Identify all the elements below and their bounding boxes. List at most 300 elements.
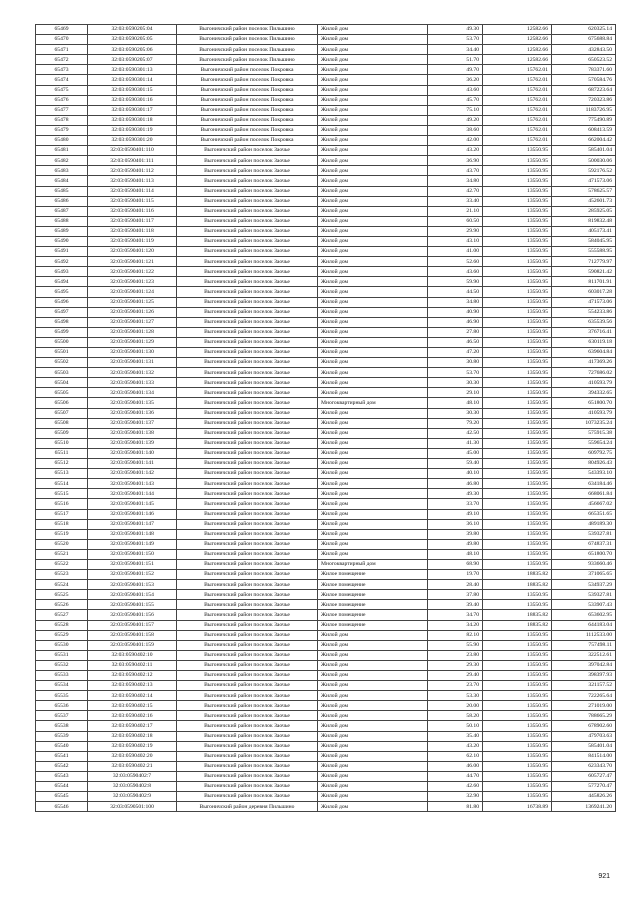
object-type-cell: Жилой дом <box>318 469 428 479</box>
area-cell: 75.10 <box>428 105 483 115</box>
unit-value-cell: 13550.95 <box>483 792 552 802</box>
area-cell: 44.70 <box>428 771 483 781</box>
object-type-cell: Жилой дом <box>318 65 428 75</box>
unit-value-cell: 13550.95 <box>483 600 552 610</box>
address-cell: Выгоничский район поселок Пильшино <box>177 55 318 65</box>
table-row <box>36 95 616 105</box>
cadastral-number-cell: 32:03:0590401:120 <box>88 247 177 257</box>
area-cell: 68.90 <box>428 559 483 569</box>
row-number-cell: 65502 <box>36 358 88 368</box>
address-cell: Выгоничский район поселок Заочье <box>177 428 318 438</box>
unit-value-cell: 15762.01 <box>483 115 552 125</box>
cadastral-number-cell: 32:03:0590401:144 <box>88 489 177 499</box>
address-cell: Выгоничский район поселок Заочье <box>177 378 318 388</box>
cadastral-value-cell: 650523.52 <box>552 55 616 65</box>
unit-value-cell: 13550.95 <box>483 327 552 337</box>
address-cell: Выгоничский район поселок Заочье <box>177 337 318 347</box>
address-cell: Выгоничский район поселок Заочье <box>177 297 318 307</box>
cadastral-value-cell: 678902.60 <box>552 721 616 731</box>
cadastral-value-cell: 775490.89 <box>552 115 616 125</box>
row-number-cell: 65512 <box>36 459 88 469</box>
area-cell: 33.40 <box>428 196 483 206</box>
cadastral-value-cell: 635539.56 <box>552 317 616 327</box>
cadastral-value-cell: 445826.26 <box>552 792 616 802</box>
cadastral-number-cell: 32:03:0590401:136 <box>88 408 177 418</box>
table-row <box>36 499 616 509</box>
address-cell: Выгоничский район поселок Заочье <box>177 469 318 479</box>
cadastral-number-cell: 32:03:0590301:17 <box>88 105 177 115</box>
unit-value-cell: 13550.95 <box>483 196 552 206</box>
address-cell: Выгоничский район поселок Заочье <box>177 277 318 287</box>
object-type-cell: Жилое помещение <box>318 590 428 600</box>
registry-table-body <box>36 25 616 812</box>
area-cell: 29.30 <box>428 660 483 670</box>
unit-value-cell: 13550.95 <box>483 317 552 327</box>
cadastral-value-cell: 1073235.24 <box>552 418 616 428</box>
unit-value-cell: 13550.95 <box>483 771 552 781</box>
cadastral-number-cell: 32:03:0590401:112 <box>88 166 177 176</box>
area-cell: 46.90 <box>428 317 483 327</box>
object-type-cell: Жилой дом <box>318 428 428 438</box>
area-cell: 43.20 <box>428 146 483 156</box>
cadastral-number-cell: 32:03:0590402:20 <box>88 751 177 761</box>
address-cell: Выгоничский район поселок Заочье <box>177 459 318 469</box>
cadastral-value-cell: 584045.95 <box>552 236 616 246</box>
object-type-cell: Жилой дом <box>318 267 428 277</box>
address-cell: Выгоничский район поселок Покровка <box>177 136 318 146</box>
object-type-cell: Жилой дом <box>318 358 428 368</box>
area-cell: 30.80 <box>428 358 483 368</box>
area-cell: 30.30 <box>428 408 483 418</box>
address-cell: Выгоничский район поселок Заочье <box>177 257 318 267</box>
area-cell: 45.00 <box>428 448 483 458</box>
object-type-cell: Жилой дом <box>318 539 428 549</box>
object-type-cell: Жилой дом <box>318 297 428 307</box>
cadastral-value-cell: 841514.00 <box>552 751 616 761</box>
table-row <box>36 115 616 125</box>
row-number-cell: 65488 <box>36 216 88 226</box>
table-row <box>36 277 616 287</box>
cadastral-value-cell: 644183.04 <box>552 620 616 630</box>
unit-value-cell: 13550.95 <box>483 681 552 691</box>
object-type-cell: Жилой дом <box>318 438 428 448</box>
table-row <box>36 610 616 620</box>
unit-value-cell: 12582.66 <box>483 25 552 35</box>
object-type-cell: Жилое помещение <box>318 610 428 620</box>
row-number-cell: 65538 <box>36 721 88 731</box>
unit-value-cell: 13550.95 <box>483 549 552 559</box>
area-cell: 40.90 <box>428 307 483 317</box>
unit-value-cell: 15762.01 <box>483 75 552 85</box>
table-row <box>36 469 616 479</box>
area-cell: 44.50 <box>428 287 483 297</box>
object-type-cell: Жилой дом <box>318 146 428 156</box>
cadastral-value-cell: 665351.65 <box>552 509 616 519</box>
address-cell: Выгоничский район поселок Заочье <box>177 327 318 337</box>
address-cell: Выгоничский район поселок Заочье <box>177 489 318 499</box>
area-cell: 48.10 <box>428 549 483 559</box>
area-cell: 42.60 <box>428 782 483 792</box>
cadastral-value-cell: 590821.42 <box>552 267 616 277</box>
object-type-cell: Жилой дом <box>318 156 428 166</box>
cadastral-value-cell: 577270.47 <box>552 782 616 792</box>
unit-value-cell: 13550.95 <box>483 297 552 307</box>
table-row <box>36 671 616 681</box>
cadastral-value-cell: 1112533.00 <box>552 630 616 640</box>
object-type-cell: Жилой дом <box>318 287 428 297</box>
cadastral-number-cell: 32:03:0590402:7 <box>88 771 177 781</box>
area-cell: 35.40 <box>428 731 483 741</box>
object-type-cell: Жилой дом <box>318 761 428 771</box>
area-cell: 59.40 <box>428 459 483 469</box>
cadastral-number-cell: 32:03:0590401:119 <box>88 236 177 246</box>
address-cell: Выгоничский район поселок Заочье <box>177 600 318 610</box>
address-cell: Выгоничский район поселок Заочье <box>177 559 318 569</box>
unit-value-cell: 13550.95 <box>483 559 552 569</box>
object-type-cell: Жилой дом <box>318 408 428 418</box>
table-row <box>36 570 616 580</box>
address-cell: Выгоничский район поселок Покровка <box>177 65 318 75</box>
cadastral-number-cell: 32:03:0590402:11 <box>88 660 177 670</box>
area-cell: 82.10 <box>428 630 483 640</box>
row-number-cell: 65492 <box>36 257 88 267</box>
unit-value-cell: 13550.95 <box>483 287 552 297</box>
area-cell: 48.10 <box>428 398 483 408</box>
address-cell: Выгоничский район поселок Заочье <box>177 146 318 156</box>
row-number-cell: 65534 <box>36 681 88 691</box>
table-row <box>36 257 616 267</box>
address-cell: Выгоничский район поселок Заочье <box>177 186 318 196</box>
unit-value-cell: 13550.95 <box>483 459 552 469</box>
table-row <box>36 136 616 146</box>
row-number-cell: 65508 <box>36 418 88 428</box>
cadastral-value-cell: 620325.14 <box>552 25 616 35</box>
cadastral-value-cell: 575915.38 <box>552 428 616 438</box>
cadastral-value-cell: 674837.31 <box>552 539 616 549</box>
object-type-cell: Жилое помещение <box>318 580 428 590</box>
cadastral-value-cell: 570584.76 <box>552 75 616 85</box>
row-number-cell: 65480 <box>36 136 88 146</box>
table-row <box>36 479 616 489</box>
address-cell: Выгоничский район поселок Заочье <box>177 358 318 368</box>
area-cell: 23.70 <box>428 681 483 691</box>
table-row <box>36 529 616 539</box>
table-row <box>36 448 616 458</box>
area-cell: 29.40 <box>428 671 483 681</box>
cadastral-number-cell: 32:03:0590402:19 <box>88 741 177 751</box>
table-row <box>36 348 616 358</box>
address-cell: Выгоничский район поселок Заочье <box>177 196 318 206</box>
area-cell: 32.90 <box>428 792 483 802</box>
table-row <box>36 75 616 85</box>
table-row <box>36 681 616 691</box>
address-cell: Выгоничский район поселок Заочье <box>177 438 318 448</box>
object-type-cell: Жилой дом <box>318 671 428 681</box>
address-cell: Выгоничский район поселок Заочье <box>177 348 318 358</box>
row-number-cell: 65542 <box>36 761 88 771</box>
object-type-cell: Жилой дом <box>318 45 428 55</box>
table-row <box>36 620 616 630</box>
object-type-cell: Жилой дом <box>318 25 428 35</box>
row-number-cell: 65533 <box>36 671 88 681</box>
cadastral-number-cell: 32:03:0590402:8 <box>88 782 177 792</box>
row-number-cell: 65482 <box>36 156 88 166</box>
unit-value-cell: 13550.95 <box>483 529 552 539</box>
table-row <box>36 125 616 135</box>
address-cell: Выгоничский район поселок Заочье <box>177 307 318 317</box>
row-number-cell: 65546 <box>36 802 88 812</box>
table-row <box>36 741 616 751</box>
cadastral-value-cell: 417369.26 <box>552 358 616 368</box>
address-cell: Выгоничский район поселок Заочье <box>177 519 318 529</box>
object-type-cell: Жилой дом <box>318 378 428 388</box>
area-cell: 49.10 <box>428 509 483 519</box>
area-cell: 34.70 <box>428 610 483 620</box>
cadastral-value-cell: 543393.10 <box>552 469 616 479</box>
unit-value-cell: 12582.66 <box>483 55 552 65</box>
row-number-cell: 65496 <box>36 297 88 307</box>
address-cell: Выгоничский район поселок Покровка <box>177 125 318 135</box>
object-type-cell: Жилой дом <box>318 85 428 95</box>
cadastral-value-cell: 933660.46 <box>552 559 616 569</box>
cadastral-number-cell: 32:03:0590401:147 <box>88 519 177 529</box>
area-cell: 51.70 <box>428 55 483 65</box>
unit-value-cell: 13550.95 <box>483 166 552 176</box>
cadastral-value-cell: 456667.02 <box>552 499 616 509</box>
row-number-cell: 65471 <box>36 45 88 55</box>
object-type-cell: Жилой дом <box>318 802 428 812</box>
area-cell: 47.20 <box>428 348 483 358</box>
address-cell: Выгоничский район поселок Заочье <box>177 711 318 721</box>
area-cell: 34.40 <box>428 45 483 55</box>
cadastral-number-cell: 32:03:0590401:150 <box>88 549 177 559</box>
object-type-cell: Жилой дом <box>318 650 428 660</box>
area-cell: 46.50 <box>428 337 483 347</box>
address-cell: Выгоничский район поселок Заочье <box>177 681 318 691</box>
table-row <box>36 660 616 670</box>
unit-value-cell: 13550.95 <box>483 277 552 287</box>
unit-value-cell: 13550.95 <box>483 469 552 479</box>
row-number-cell: 65528 <box>36 620 88 630</box>
area-cell: 29.90 <box>428 226 483 236</box>
table-row <box>36 802 616 812</box>
row-number-cell: 65493 <box>36 267 88 277</box>
row-number-cell: 65539 <box>36 731 88 741</box>
row-number-cell: 65499 <box>36 327 88 337</box>
unit-value-cell: 13550.95 <box>483 539 552 549</box>
table-row <box>36 226 616 236</box>
row-number-cell: 65486 <box>36 196 88 206</box>
table-row <box>36 186 616 196</box>
object-type-cell: Жилой дом <box>318 277 428 287</box>
table-row <box>36 408 616 418</box>
row-number-cell: 65532 <box>36 660 88 670</box>
area-cell: 49.80 <box>428 539 483 549</box>
cadastral-number-cell: 32:03:0590402:12 <box>88 671 177 681</box>
object-type-cell: Жилой дом <box>318 216 428 226</box>
cadastral-value-cell: 554233.86 <box>552 307 616 317</box>
cadastral-number-cell: 32:03:0590401:123 <box>88 277 177 287</box>
area-cell: 38.60 <box>428 125 483 135</box>
cadastral-number-cell: 32:03:0590401:118 <box>88 226 177 236</box>
cadastral-number-cell: 32:03:0590401:148 <box>88 529 177 539</box>
cadastral-value-cell: 271019.00 <box>552 701 616 711</box>
area-cell: 50.10 <box>428 721 483 731</box>
cadastral-number-cell: 32:03:0590401:121 <box>88 257 177 267</box>
area-cell: 46.80 <box>428 479 483 489</box>
object-type-cell: Жилой дом <box>318 75 428 85</box>
address-cell: Выгоничский район поселок Заочье <box>177 792 318 802</box>
table-row <box>36 388 616 398</box>
address-cell: Выгоничский район поселок Заочье <box>177 509 318 519</box>
address-cell: Выгоничский район поселок Заочье <box>177 721 318 731</box>
cadastral-number-cell: 32:03:0590205:06 <box>88 45 177 55</box>
object-type-cell: Жилой дом <box>318 691 428 701</box>
table-row <box>36 600 616 610</box>
object-type-cell: Жилой дом <box>318 731 428 741</box>
object-type-cell: Жилой дом <box>318 529 428 539</box>
unit-value-cell: 13550.95 <box>483 782 552 792</box>
area-cell: 53.70 <box>428 368 483 378</box>
cadastral-number-cell: 32:03:0590402:15 <box>88 701 177 711</box>
table-row <box>36 45 616 55</box>
unit-value-cell: 13550.95 <box>483 247 552 257</box>
address-cell: Выгоничский район поселок Заочье <box>177 418 318 428</box>
row-number-cell: 65494 <box>36 277 88 287</box>
area-cell: 58.20 <box>428 711 483 721</box>
object-type-cell: Многоквартирный дом <box>318 559 428 569</box>
cadastral-value-cell: 675688.84 <box>552 35 616 45</box>
unit-value-cell: 13550.95 <box>483 640 552 650</box>
object-type-cell: Жилой дом <box>318 257 428 267</box>
address-cell: Выгоничский район поселок Заочье <box>177 317 318 327</box>
row-number-cell: 65531 <box>36 650 88 660</box>
table-row <box>36 35 616 45</box>
cadastral-number-cell: 32:03:0590401:125 <box>88 297 177 307</box>
object-type-cell: Жилое помещение <box>318 570 428 580</box>
row-number-cell: 65472 <box>36 55 88 65</box>
area-cell: 43.60 <box>428 85 483 95</box>
table-row <box>36 549 616 559</box>
cadastral-number-cell: 32:03:0590401:153 <box>88 580 177 590</box>
row-number-cell: 65511 <box>36 448 88 458</box>
table-row <box>36 650 616 660</box>
object-type-cell: Жилой дом <box>318 741 428 751</box>
address-cell: Выгоничский район поселок Заочье <box>177 701 318 711</box>
row-number-cell: 65516 <box>36 499 88 509</box>
area-cell: 42.50 <box>428 428 483 438</box>
address-cell: Выгоничский район поселок Заочье <box>177 640 318 650</box>
unit-value-cell: 13550.95 <box>483 186 552 196</box>
row-number-cell: 65509 <box>36 428 88 438</box>
cadastral-number-cell: 32:03:0590501:100 <box>88 802 177 812</box>
table-row <box>36 428 616 438</box>
address-cell: Выгоничский район поселок Заочье <box>177 176 318 186</box>
cadastral-number-cell: 32:03:0590401:115 <box>88 196 177 206</box>
address-cell: Выгоничский район поселок Заочье <box>177 166 318 176</box>
cadastral-number-cell: 32:03:0590301:20 <box>88 136 177 146</box>
cadastral-number-cell: 32:03:0590401:110 <box>88 146 177 156</box>
cadastral-value-cell: 371065.65 <box>552 570 616 580</box>
cadastral-number-cell: 32:03:0590401:116 <box>88 206 177 216</box>
table-row <box>36 25 616 35</box>
area-cell: 81.80 <box>428 802 483 812</box>
table-row <box>36 267 616 277</box>
table-row <box>36 539 616 549</box>
cadastral-value-cell: 757498.11 <box>552 640 616 650</box>
cadastral-value-cell: 534937.29 <box>552 580 616 590</box>
cadastral-number-cell: 32:03:0590401:130 <box>88 348 177 358</box>
object-type-cell: Жилой дом <box>318 236 428 246</box>
row-number-cell: 65484 <box>36 176 88 186</box>
cadastral-value-cell: 500030.06 <box>552 156 616 166</box>
cadastral-number-cell: 32:03:0590402:9 <box>88 792 177 802</box>
row-number-cell: 65473 <box>36 65 88 75</box>
cadastral-number-cell: 32:03:0590205:05 <box>88 35 177 45</box>
object-type-cell: Жилой дом <box>318 499 428 509</box>
area-cell: 53.70 <box>428 35 483 45</box>
unit-value-cell: 13550.95 <box>483 418 552 428</box>
area-cell: 21.10 <box>428 206 483 216</box>
cadastral-value-cell: 585401.04 <box>552 741 616 751</box>
unit-value-cell: 13550.95 <box>483 630 552 640</box>
address-cell: Выгоничский район поселок Заочье <box>177 731 318 741</box>
object-type-cell: Жилой дом <box>318 136 428 146</box>
cadastral-number-cell: 32:03:0590401:138 <box>88 428 177 438</box>
row-number-cell: 65470 <box>36 35 88 45</box>
address-cell: Выгоничский район поселок Заочье <box>177 226 318 236</box>
object-type-cell: Жилое помещение <box>318 600 428 610</box>
object-type-cell: Жилой дом <box>318 317 428 327</box>
object-type-cell: Жилой дом <box>318 337 428 347</box>
unit-value-cell: 13550.95 <box>483 590 552 600</box>
cadastral-value-cell: 285925.05 <box>552 206 616 216</box>
address-cell: Выгоничский район поселок Заочье <box>177 539 318 549</box>
cadastral-number-cell: 32:03:0590401:114 <box>88 186 177 196</box>
unit-value-cell: 13550.95 <box>483 216 552 226</box>
cadastral-value-cell: 630119.18 <box>552 337 616 347</box>
area-cell: 49.70 <box>428 65 483 75</box>
table-row <box>36 65 616 75</box>
object-type-cell: Жилой дом <box>318 105 428 115</box>
area-cell: 34.80 <box>428 297 483 307</box>
area-cell: 39.80 <box>428 529 483 539</box>
unit-value-cell: 13550.95 <box>483 146 552 156</box>
row-number-cell: 65514 <box>36 479 88 489</box>
unit-value-cell: 13550.95 <box>483 499 552 509</box>
registry-table <box>35 24 616 812</box>
area-cell: 59.90 <box>428 277 483 287</box>
address-cell: Выгоничский район поселок Заочье <box>177 620 318 630</box>
row-number-cell: 65515 <box>36 489 88 499</box>
row-number-cell: 65529 <box>36 630 88 640</box>
unit-value-cell: 15762.01 <box>483 105 552 115</box>
area-cell: 43.20 <box>428 741 483 751</box>
address-cell: Выгоничский район поселок Заочье <box>177 741 318 751</box>
cadastral-number-cell: 32:03:0590401:156 <box>88 610 177 620</box>
row-number-cell: 65525 <box>36 590 88 600</box>
object-type-cell: Жилой дом <box>318 226 428 236</box>
table-row <box>36 196 616 206</box>
registry-table-container <box>35 24 616 812</box>
row-number-cell: 65501 <box>36 348 88 358</box>
unit-value-cell: 13550.95 <box>483 176 552 186</box>
object-type-cell: Жилой дом <box>318 196 428 206</box>
unit-value-cell: 13550.95 <box>483 761 552 771</box>
object-type-cell: Жилой дом <box>318 125 428 135</box>
cadastral-value-cell: 668061.84 <box>552 489 616 499</box>
cadastral-number-cell: 32:03:0590401:152 <box>88 570 177 580</box>
